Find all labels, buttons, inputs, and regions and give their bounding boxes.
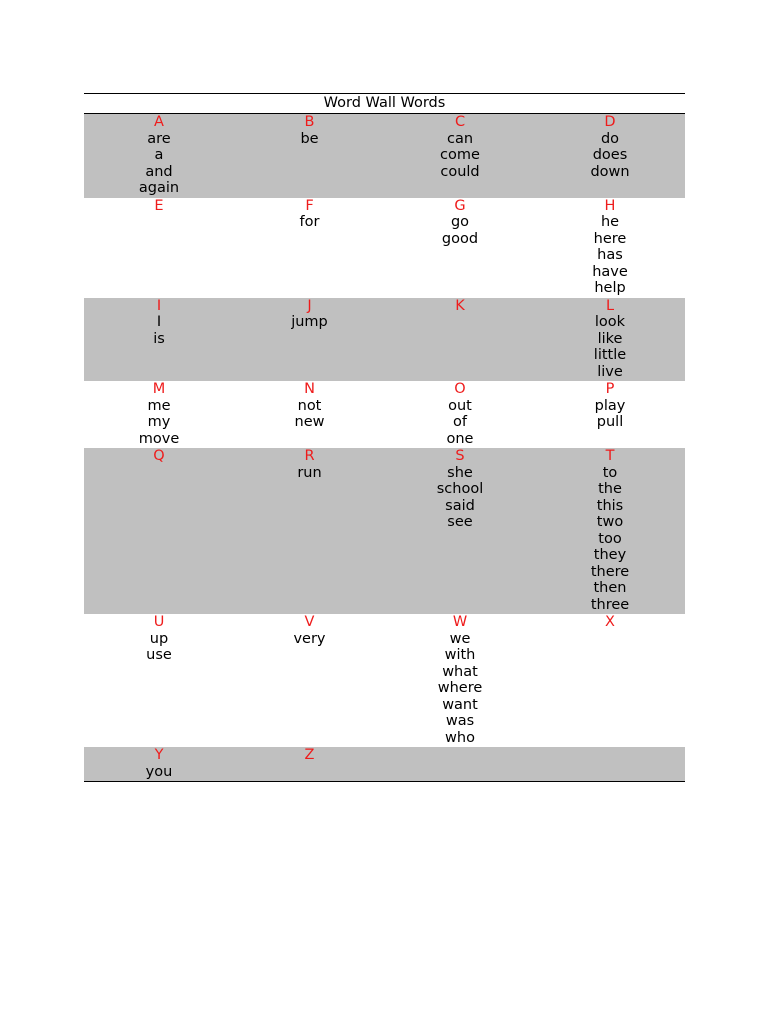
word-item: with [444,647,476,663]
word-item: use [146,647,172,663]
word-item: like [597,330,623,347]
table-row [84,614,685,747]
word-item: said [445,497,475,514]
word-item: could [440,163,480,180]
table-row [84,198,685,298]
letter-cell-t [535,448,685,614]
letter-heading: H [604,197,616,214]
word-item: can [446,130,474,147]
word-item: school [436,481,484,497]
word-item: to [602,464,618,481]
letter-heading: Z [304,747,315,763]
letter-cell-q [84,448,234,614]
word-item: two [596,514,624,530]
word-item: see [447,514,473,530]
word-item: we [449,630,471,647]
word-item: look [594,314,626,330]
letter-heading: P [605,381,615,397]
letter-heading: M [152,381,166,397]
letter-cell-empty [535,747,685,781]
letter-heading: G [454,197,466,214]
word-item: where [437,680,483,696]
word-item: is [153,330,165,347]
letter-heading: O [454,381,466,397]
letter-cell-i [84,298,234,382]
letter-heading: K [455,297,465,314]
letter-heading: N [304,381,315,397]
word-item: pull [596,414,624,430]
word-item: out [448,397,472,414]
word-item: good [441,230,479,247]
table-body [84,114,685,781]
letter-heading: V [304,614,315,630]
word-item: not [297,397,322,414]
word-item: one [446,430,474,447]
letter-cell-h [535,198,685,298]
letter-cell-u [84,614,234,747]
letter-heading: A [154,114,164,130]
word-item: have [592,263,628,280]
letter-heading: S [455,448,465,464]
word-item: a [154,147,164,163]
letter-heading: F [305,197,314,214]
letter-cell-e [84,198,234,298]
letter-heading: U [153,614,165,630]
word-item: help [594,280,626,296]
letter-heading: J [307,297,312,314]
letter-cell-r [234,448,385,614]
table-title: Word Wall Words [84,94,685,114]
word-item: the [598,481,622,497]
letter-cell-b [234,114,385,198]
letter-cell-o [385,381,535,448]
table-row [84,448,685,614]
word-item: here [593,230,627,247]
word-item: you [145,763,173,780]
word-item: and [145,163,173,180]
word-item: little [593,347,627,363]
word-item: want [442,696,478,713]
table-row [84,381,685,448]
letter-cell-x [535,614,685,747]
letter-cell-l [535,298,685,382]
word-item: come [440,147,480,163]
letter-cell-a [84,114,234,198]
letter-cell-n [234,381,385,448]
letter-heading: C [454,114,466,130]
letter-heading: X [605,614,615,630]
word-item: live [597,363,623,380]
letter-cell-p [535,381,685,448]
word-item: was [445,713,475,729]
word-wall-table [84,93,685,782]
letter-cell-w [385,614,535,747]
letter-heading: W [452,614,468,630]
letter-heading: T [605,448,615,464]
word-item: up [149,630,169,647]
letter-heading: E [154,197,164,214]
word-item: very [293,630,326,647]
word-item: move [138,430,180,447]
word-item: I [156,314,162,330]
word-item: has [597,247,623,263]
word-item: my [147,414,171,430]
letter-cell-s [385,448,535,614]
word-item: new [294,414,325,430]
word-item: be [300,130,319,147]
table-row [84,114,685,198]
word-item: this [596,497,624,514]
word-item: run [297,464,322,481]
word-item: what [442,663,478,680]
word-item: she [447,464,473,481]
letter-cell-j [234,298,385,382]
letter-cell-k [385,298,535,382]
letter-cell-z [234,747,385,781]
word-item: down [590,163,630,180]
word-item: for [299,214,320,230]
word-item: play [594,397,626,414]
word-item: jump [291,314,328,330]
table-row [84,298,685,382]
word-item: again [138,180,180,196]
letter-heading: Y [154,747,164,763]
letter-cell-y [84,747,234,781]
word-item: me [147,397,171,414]
word-item: of [453,414,467,430]
letter-heading: Q [153,448,165,464]
word-item: three [590,596,630,613]
letter-cell-c [385,114,535,198]
word-item: go [450,214,470,230]
word-item: does [592,147,628,163]
word-item: there [590,563,630,580]
word-item: too [598,530,622,547]
letter-heading: L [605,297,615,314]
letter-heading: D [604,114,616,130]
letter-cell-m [84,381,234,448]
letter-cell-d [535,114,685,198]
word-item: are [147,130,171,147]
letter-heading: I [156,297,162,314]
word-item: they [593,547,627,563]
letter-cell-v [234,614,385,747]
letter-cell-f [234,198,385,298]
word-item: then [593,580,627,596]
word-item: he [600,214,620,230]
table-row [84,747,685,781]
word-item: do [600,130,620,147]
letter-heading: R [304,448,315,464]
letter-cell-g [385,198,535,298]
word-item: who [445,729,475,746]
letter-cell-empty [385,747,535,781]
letter-heading: B [304,114,315,130]
